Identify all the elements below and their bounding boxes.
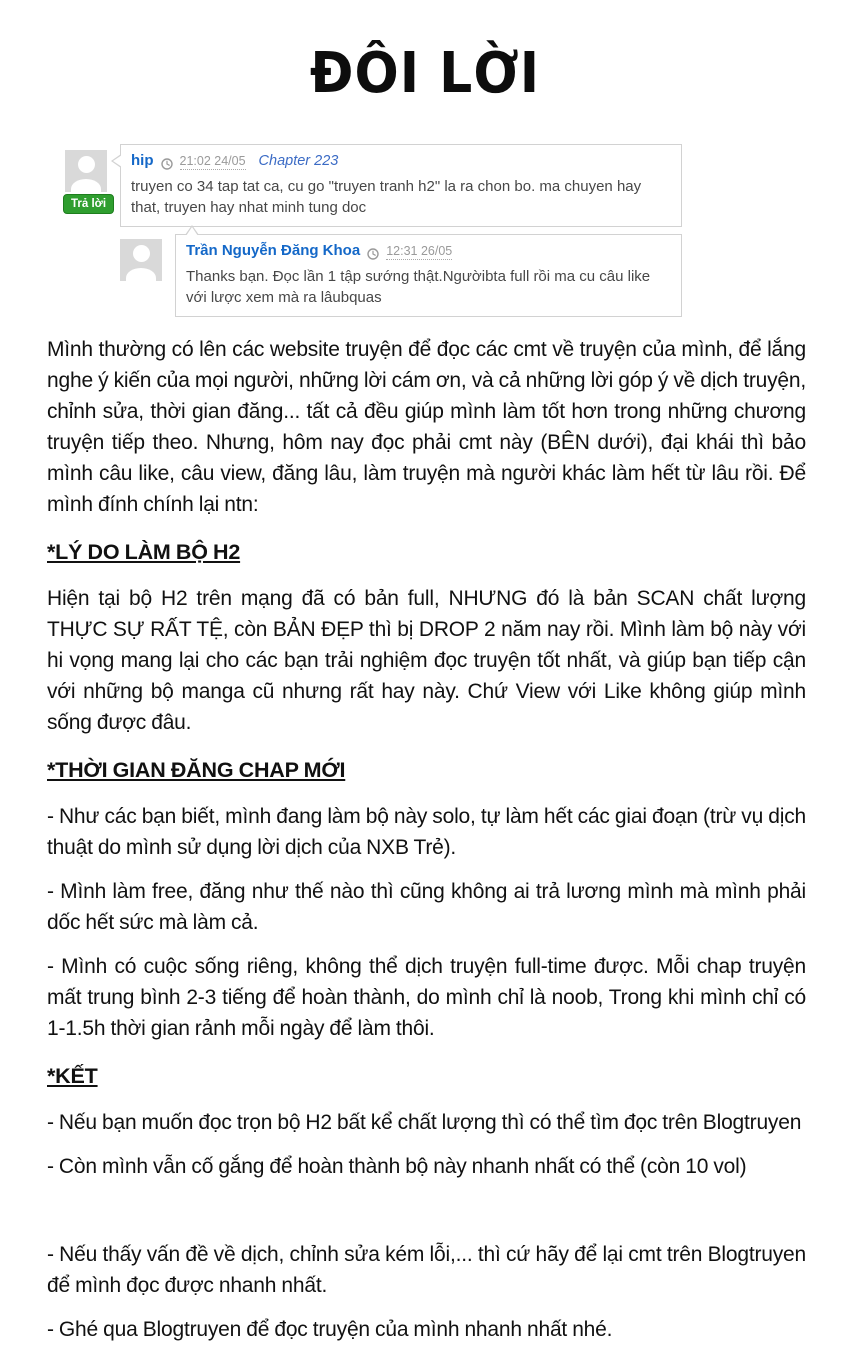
blank-line	[47, 1195, 806, 1226]
paragraph: - Ghé qua Blogtruyen để đọc truyện của mình nhanh nhất nhé.	[47, 1318, 613, 1341]
clock-icon	[161, 157, 173, 169]
paragraph: - Nếu thấy vấn đề về dịch, chỉnh sửa kém lỗi,... thì cứ hãy để lại cmt trên Blogtruyen để mình đọc được nhanh nhất.	[47, 1243, 806, 1297]
paragraph: - Nếu bạn muốn đọc trọn bộ H2 bất kể chất lượng thì có thể tìm đọc trên Blogtruyen	[47, 1111, 802, 1134]
paragraph: - Như các bạn biết, mình đang làm bộ này solo, tự làm hết các giai đoạn (trừ vụ dịch thuật do mình sử dụng lời dịch của NXB Trẻ).	[47, 805, 806, 859]
section-heading: *THỜI GIAN ĐĂNG CHAP MỚI	[47, 758, 346, 782]
paragraph: Mình thường có lên các website truyện để đọc các cmt về truyện của mình, để lắng nghe ý kiến của mọi người, những lời cám ơn, và cả những lời góp ý về dịch truyện, chỉnh sửa, thời gian đăng... tất cả đều giúp mình làm tốt hơn trong những chương truyện tiếp theo. Nhưng, hôm nay đọc phải cmt này (BÊN dưới), đại khái thì bảo mình câu like, câu view, đăng lâu, làm truyện mà người khác làm hết từ lâu rồi. Để mình đính chính lại ntn:	[47, 338, 806, 516]
comment-author-link[interactable]: hip	[131, 152, 154, 169]
comment-screenshot	[47, 144, 806, 319]
comment-header	[131, 152, 671, 170]
speech-arrow-icon	[185, 225, 199, 235]
chapter-link[interactable]: Chapter 223	[258, 153, 339, 169]
comment-text: truyen co 34 tap tat ca, cu go "truyen tranh h2" la ra chon bo. ma chuyen hay that, truyen hay nhat minh tung doc	[131, 178, 642, 216]
comment-timestamp: 12:31 26/05	[386, 244, 453, 258]
avatar-head-shape	[78, 156, 95, 173]
clock-icon	[367, 247, 379, 259]
paragraph: - Còn mình vẫn cố gắng để hoàn thành bộ này nhanh nhất có thể (còn 10 vol)	[47, 1155, 747, 1178]
comment-header	[186, 242, 671, 260]
reply-button[interactable]: Trả lời	[63, 194, 114, 214]
avatar-torso-shape	[126, 268, 156, 288]
section-heading: *LÝ DO LÀM BỘ H2	[47, 540, 241, 564]
comment-box	[175, 234, 682, 317]
section-heading: *KẾT	[47, 1064, 98, 1088]
avatar-head-shape	[133, 245, 150, 262]
paragraph: - Mình có cuộc sống riêng, không thể dịch truyện full-time được. Mỗi chap truyện mất trung bình 2-3 tiếng để hoàn thành, do mình chỉ là noob, Trong khi mình chỉ có 1-1.5h thời gian rảnh mỗi ngày để làm thôi.	[47, 955, 806, 1040]
avatar	[120, 239, 162, 281]
speech-arrow-icon	[111, 154, 121, 168]
paragraph: - Mình làm free, đăng như thế nào thì cũng không ai trả lương mình mà mình phải dốc hết sức mà làm cả.	[47, 880, 806, 934]
note-body	[47, 334, 806, 1345]
comment-author-link[interactable]: Trần Nguyễn Đăng Khoa	[186, 242, 361, 259]
paragraph: Hiện tại bộ H2 trên mạng đã có bản full, NHƯNG đó là bản SCAN chất lượng THỰC SỰ RẤT TỆ, còn BẢN ĐẸP thì bị DROP 2 năm nay rồi. Mình làm bộ này với hi vọng mang lại cho các bạn trải nghiệm đọc truyện tốt nhất, và giúp bạn tiếp cận với những bộ manga cũ nhưng rất hay này. Chứ View với Like không giúp mình sống được đâu.	[47, 587, 806, 734]
comment-box	[120, 144, 682, 227]
avatar	[65, 150, 107, 192]
comment-text: Thanks bạn. Đọc lần 1 tập sướng thật.Ngườibta full rồi ma cu câu like với lược xem mà ra lâubquas	[186, 268, 651, 306]
note-sections	[47, 537, 806, 1345]
page-title: ĐÔI LỜI	[309, 41, 541, 106]
comment-timestamp: 21:02 24/05	[179, 154, 246, 168]
